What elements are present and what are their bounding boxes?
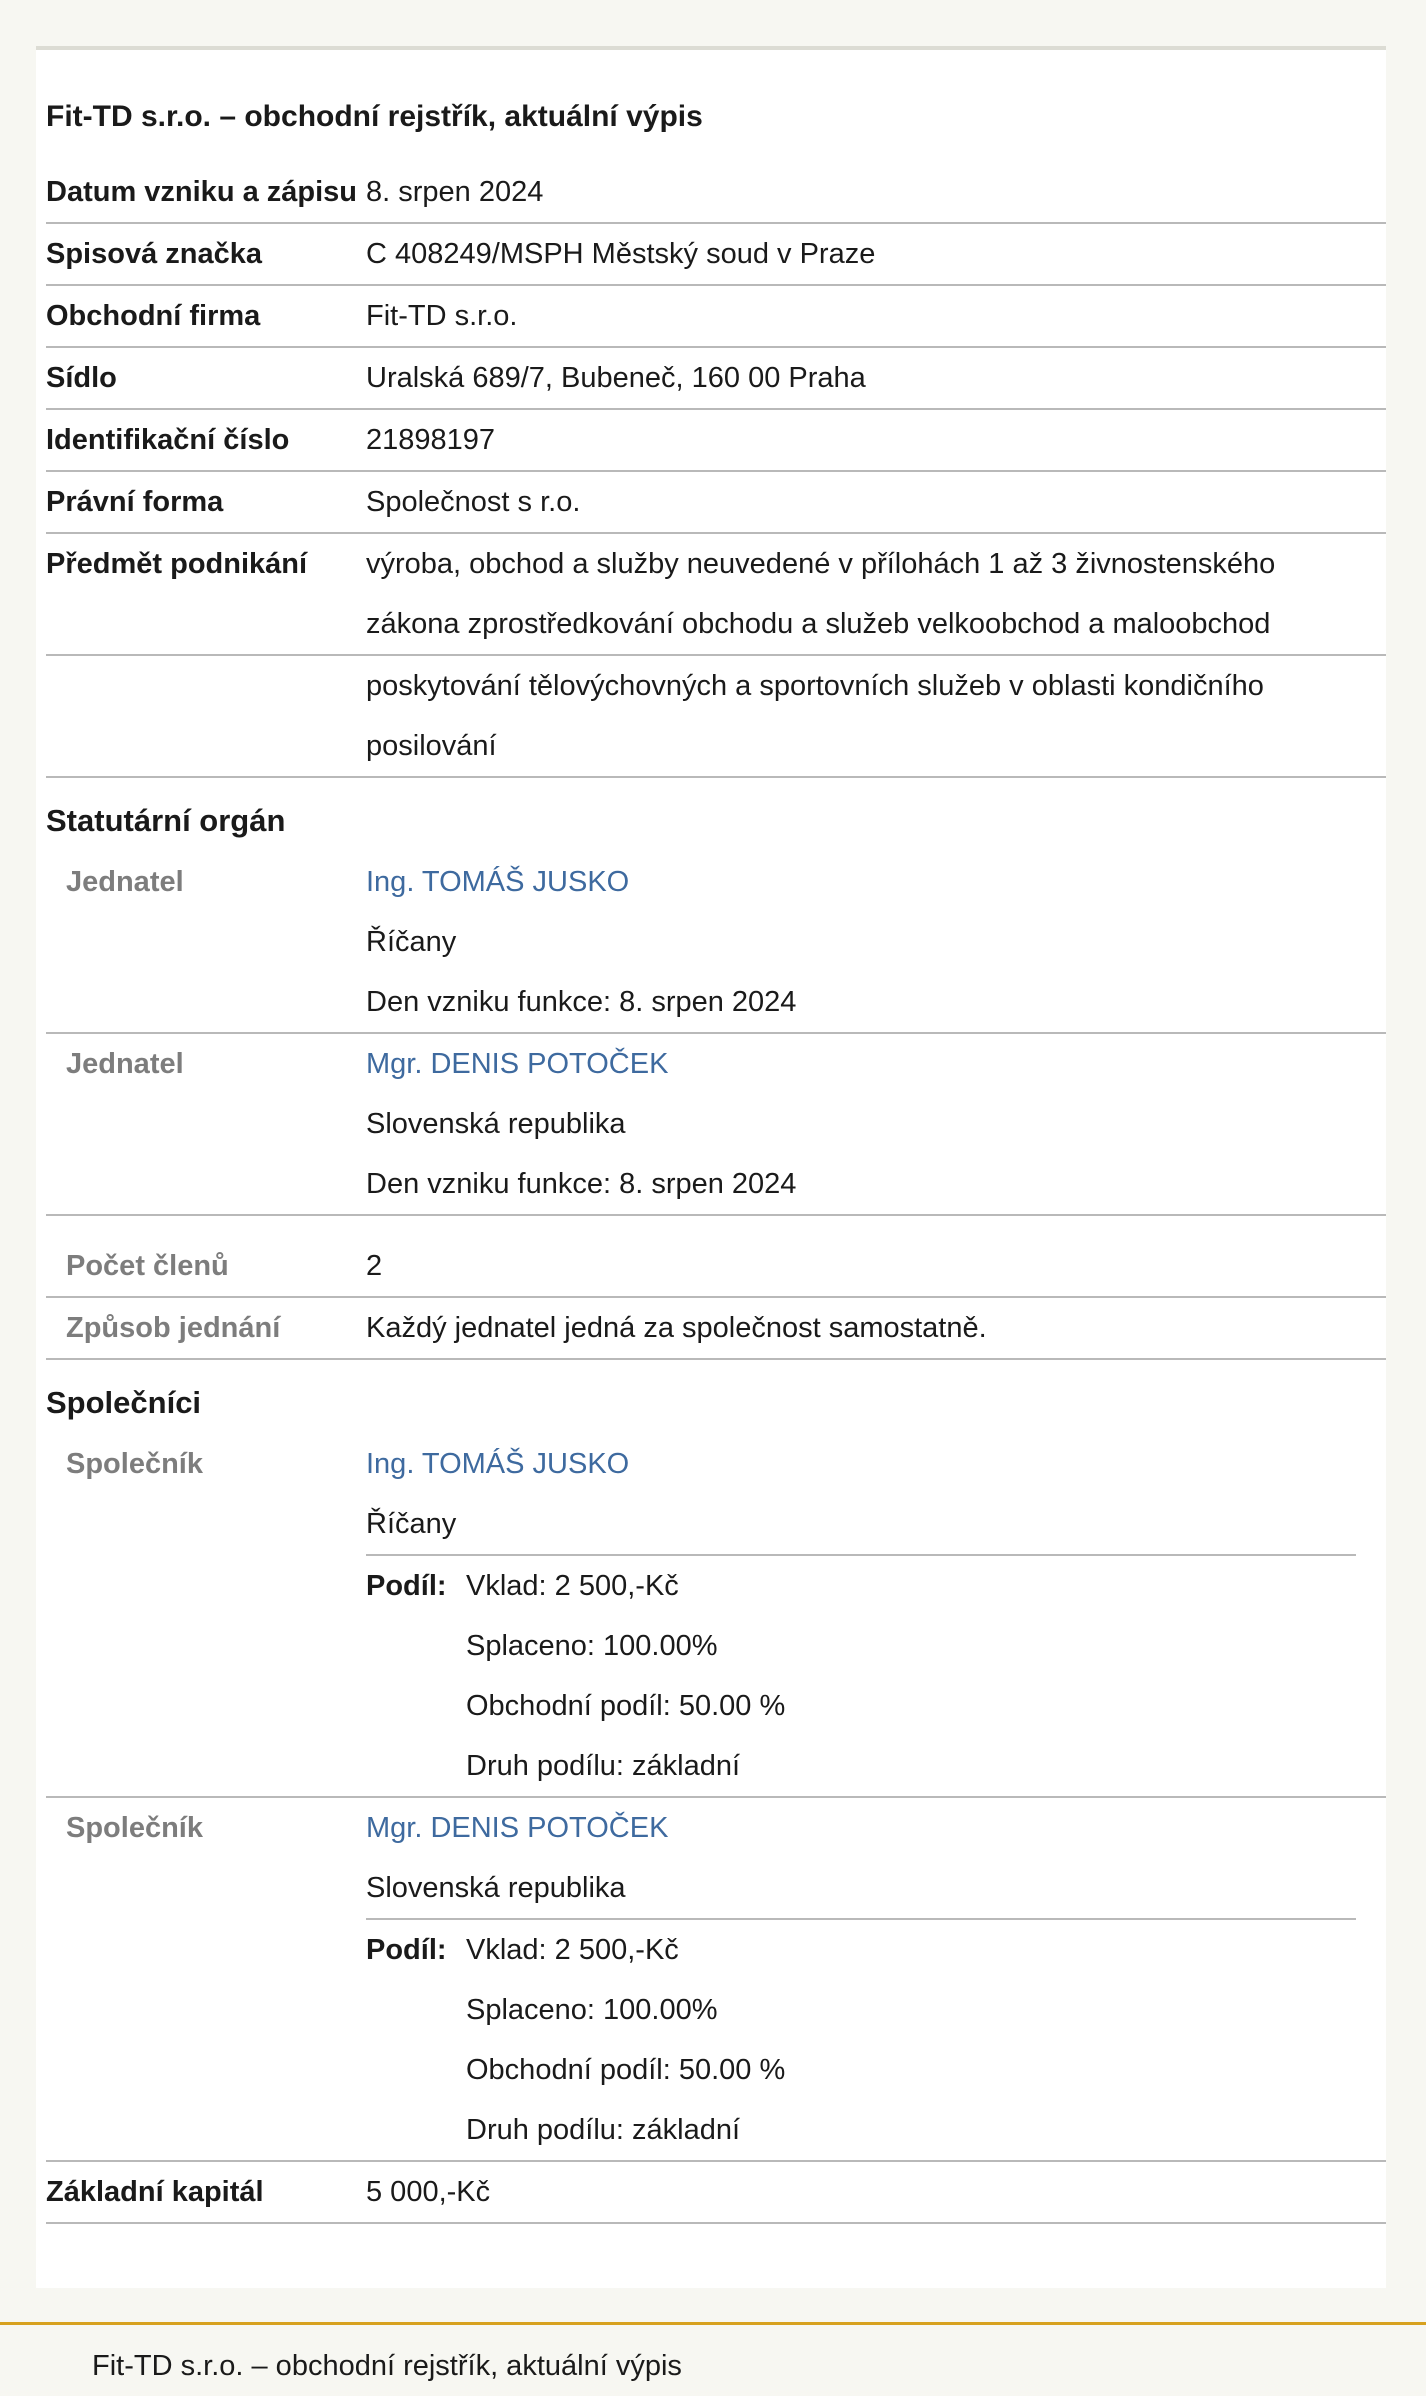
section-heading-statutarni: Statutární orgán	[46, 803, 286, 838]
row-label: Právní forma	[46, 486, 224, 518]
member-details	[366, 1034, 1386, 1214]
row-obchodni-firma	[46, 286, 1386, 348]
row-value: Každý jednatel jedná za společnost samostatně.	[366, 1312, 987, 1344]
podil-obchodni: Obchodní podíl: 50.00 %	[466, 1690, 786, 1722]
row-pravni-forma	[46, 472, 1386, 534]
row-datum-vzniku	[46, 162, 1386, 224]
member-name-link[interactable]: Ing. TOMÁŠ JUSKO	[366, 866, 630, 898]
member-name-link[interactable]: Mgr. DENIS POTOČEK	[366, 1812, 669, 1844]
row-pocet-clenu	[46, 1236, 1386, 1298]
podil-values	[466, 1556, 785, 1796]
member-role: Jednatel	[66, 866, 184, 898]
row-zakladni-kapital	[46, 2162, 1386, 2224]
row-value: Uralská 689/7, Bubeneč, 160 00 Praha	[366, 362, 866, 394]
register-table	[46, 100, 1386, 2224]
podil-druh: Druh podílu: základní	[466, 1750, 741, 1782]
row-label-empty	[46, 656, 366, 776]
member-details	[366, 1798, 1386, 2160]
row-sidlo	[46, 348, 1386, 410]
member-details	[366, 852, 1386, 1032]
member-place: Říčany	[366, 926, 457, 958]
row-label: Způsob jednání	[66, 1312, 281, 1344]
register-extract-card	[36, 50, 1386, 2288]
podil-splaceno: Splaceno: 100.00%	[466, 1630, 718, 1662]
footer	[0, 2325, 1426, 2396]
member-name-link[interactable]: Ing. TOMÁŠ JUSKO	[366, 1448, 630, 1480]
spolecnik-member	[46, 1434, 1386, 1798]
row-predmet-podnikani	[46, 534, 1386, 656]
page-title: Fit-TD s.r.o. – obchodní rejstřík, aktuální výpis	[46, 100, 703, 133]
podil-label: Podíl:	[366, 1934, 447, 1966]
row-label: Spisová značka	[46, 238, 262, 270]
member-role: Společník	[66, 1448, 203, 1480]
member-role: Jednatel	[66, 1048, 184, 1080]
statutarni-member	[46, 1034, 1386, 1216]
spolecnik-member	[46, 1798, 1386, 2162]
row-label: Počet členů	[66, 1250, 229, 1282]
row-label: Sídlo	[46, 362, 117, 394]
row-value: 8. srpen 2024	[366, 176, 544, 208]
footer-title: Fit-TD s.r.o. – obchodní rejstřík, aktuální výpis	[92, 2350, 682, 2382]
member-place: Slovenská republika	[366, 1872, 626, 1904]
section-heading-spolecnici: Společníci	[46, 1385, 202, 1420]
spacer	[46, 1216, 1386, 1236]
row-label: Identifikační číslo	[46, 424, 290, 456]
statutarni-member	[46, 852, 1386, 1034]
podil-obchodni: Obchodní podíl: 50.00 %	[466, 2054, 786, 2086]
row-value: poskytování tělovýchovných a sportovních služeb v oblasti kondičního posilování	[366, 670, 1264, 762]
member-details	[366, 1434, 1386, 1796]
podil-label: Podíl:	[366, 1570, 447, 1602]
member-since: Den vzniku funkce: 8. srpen 2024	[366, 986, 797, 1018]
row-label: Obchodní firma	[46, 300, 261, 332]
podil-block	[366, 1918, 1356, 2160]
row-value: 2	[366, 1250, 383, 1282]
podil-splaceno: Splaceno: 100.00%	[466, 1994, 718, 2026]
member-name-link[interactable]: Mgr. DENIS POTOČEK	[366, 1048, 669, 1080]
member-role: Společník	[66, 1812, 203, 1844]
podil-druh: Druh podílu: základní	[466, 2114, 741, 2146]
member-place: Slovenská republika	[366, 1108, 626, 1140]
row-spisova-znacka	[46, 224, 1386, 286]
row-label: Základní kapitál	[46, 2176, 264, 2208]
podil-block	[366, 1554, 1356, 1796]
podil-vklad: Vklad: 2 500,-Kč	[466, 1570, 679, 1602]
podil-vklad: Vklad: 2 500,-Kč	[466, 1934, 679, 1966]
row-value: Společnost s r.o.	[366, 486, 581, 518]
podil-values	[466, 1920, 785, 2160]
row-label: Předmět podnikání	[46, 548, 308, 580]
member-since: Den vzniku funkce: 8. srpen 2024	[366, 1168, 797, 1200]
row-value: C 408249/MSPH Městský soud v Praze	[366, 238, 876, 270]
row-value: 21898197	[366, 424, 496, 456]
member-place: Říčany	[366, 1508, 457, 1540]
row-predmet-podnikani-2	[46, 656, 1386, 778]
row-value: Fit-TD s.r.o.	[366, 300, 518, 332]
row-value: 5 000,-Kč	[366, 2176, 491, 2208]
row-value: výroba, obchod a služby neuvedené v přílohách 1 až 3 živnostenského zákona zprostředkování obchodu a služeb velkoobchod a maloobchod	[366, 548, 1276, 640]
row-label: Datum vzniku a zápisu	[46, 176, 358, 208]
row-zpusob-jednani	[46, 1298, 1386, 1360]
row-identifikacni-cislo	[46, 410, 1386, 472]
